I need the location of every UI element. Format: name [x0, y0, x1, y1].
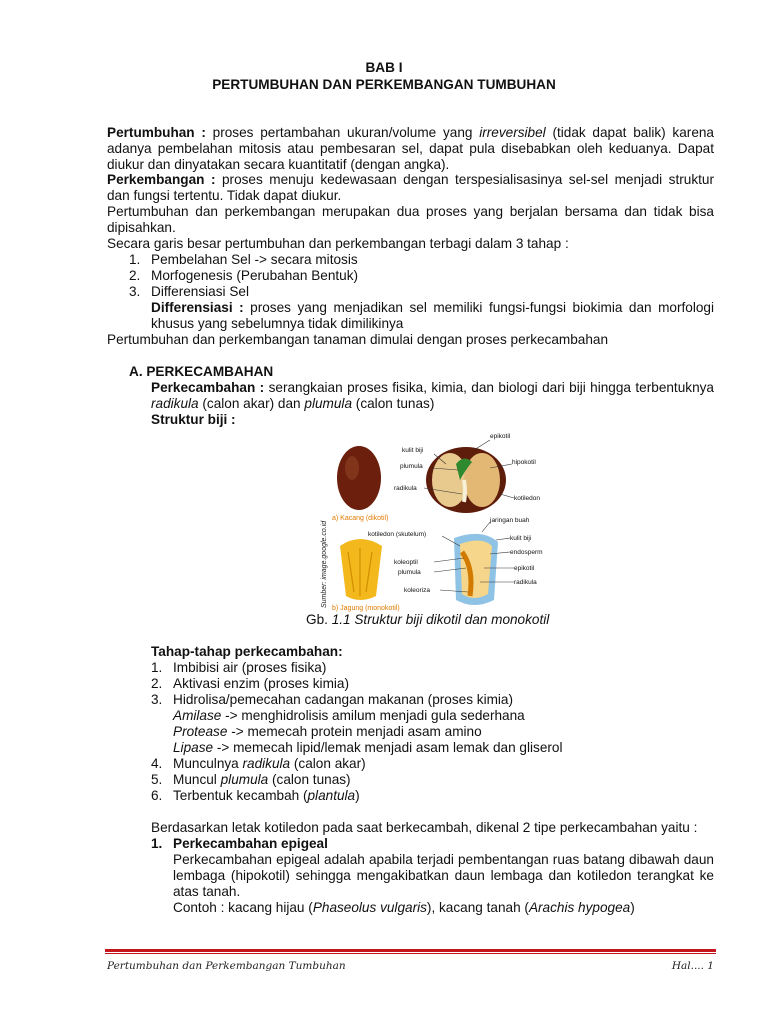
- list-text: (calon tunas): [268, 772, 351, 787]
- epigeal-example: [173, 900, 635, 916]
- label-source: Sumber: image.google.co.id: [321, 520, 328, 608]
- text-segment: (tidak dapat balik) karena adanya pembelahan mitosis atau pembesaran sel, dapat pula disebabkan oleh keduanya. Dapat diukur dan dinyatakan secara kuantitatif (dengan angka).: [107, 125, 714, 172]
- caption-text: 1.1 Struktur biji dikotil dan monokotil: [331, 612, 550, 627]
- label-epikotil-monokotil: epikotil: [514, 565, 535, 572]
- enzyme-name: Lipase: [173, 740, 214, 755]
- enzyme-lipase: [173, 740, 563, 756]
- list-number: 4.: [151, 756, 163, 771]
- enzyme-amilase: [173, 708, 525, 724]
- footer-title: Pertumbuhan dan Perkembangan Tumbuhan: [107, 960, 346, 972]
- label-radikula-monokotil: radikula: [514, 579, 537, 586]
- enzyme-name: Amilase: [173, 708, 222, 723]
- list-text: Terbentuk kecambah (: [173, 788, 308, 803]
- list-text: Aktivasi enzim (proses kimia): [173, 676, 350, 691]
- tipe-heading-epigeal: [151, 836, 328, 852]
- footer-divider: [105, 949, 716, 952]
- text-segment: proses menuju kedewasaan dengan terspesialisasinya sel-sel menjadi struktur dan fungsi tertentu. Tidak dapat diukur.: [107, 172, 714, 203]
- label-koleoptil: koleoptil: [394, 559, 418, 566]
- label-endosperm: endosperm: [510, 549, 543, 556]
- text-italic: plumula: [304, 396, 353, 411]
- label-jagung-monokotil: b) Jagung (monokotil): [332, 605, 400, 612]
- list-text: Muncul: [173, 772, 221, 787]
- list-number: 1.: [129, 252, 141, 267]
- label-kotiledon-skutelum: kotiledon (skutelum): [368, 531, 427, 538]
- enzyme-text: -> memecah protein menjadi asam amino: [227, 724, 482, 739]
- text-segment: (calon akar) dan: [198, 396, 305, 411]
- enzyme-protease: [173, 724, 482, 740]
- label-epikotil: epikotil: [490, 433, 511, 440]
- bean-whole-illustration: [337, 446, 381, 510]
- list-number: 6.: [151, 788, 163, 803]
- definition-perkecambahan: [151, 380, 714, 412]
- label-kacang-dikotil: a) Kacang (dikotil): [332, 515, 389, 522]
- definition-perkembangan: [107, 172, 714, 204]
- label-kulit-biji: kulit biji: [402, 447, 424, 454]
- list-item: [151, 788, 360, 804]
- label-kotiledon: kotiledon: [514, 495, 541, 502]
- text-italic: radikula: [151, 396, 199, 411]
- list-item: [151, 756, 366, 772]
- list-number: 5.: [151, 772, 163, 787]
- footer-page-number: Hal.... 1: [671, 960, 714, 972]
- paragraph-text: Perkecambahan epigeal adalah apabila terjadi pembentangan ruas batang dibawah daun lembaga (hipokotil) sehingga mengakibatkan daun lembaga dan kotiledon terangkat ke atas tanah.: [173, 852, 714, 899]
- paragraph-text: Secara garis besar pertumbuhan dan perkembangan terbagi dalam 3 tahap :: [107, 236, 569, 251]
- list-item: [129, 252, 358, 268]
- endosperm-illustration: [460, 540, 492, 598]
- figure-caption: [306, 612, 606, 628]
- definition-pertumbuhan: [107, 125, 714, 173]
- text-segment: Contoh : kacang hijau (: [173, 900, 313, 915]
- text-segment: serangkaian proses fisika, kimia, dan biologi dari biji hingga terbentuknya: [264, 380, 714, 395]
- list-number: 1.: [151, 836, 163, 851]
- list-text: Imbibisi air (proses fisika): [173, 660, 327, 675]
- text-italic: irreversibel: [479, 125, 546, 140]
- list-number: 3.: [129, 284, 141, 299]
- struktur-biji-label: Struktur biji :: [151, 412, 236, 427]
- corn-whole-illustration: [340, 539, 382, 600]
- list-text: (calon akar): [290, 756, 366, 771]
- term-perkecambahan: Perkecambahan :: [151, 380, 265, 395]
- tahap-heading: Tahap-tahap perkecambahan:: [151, 644, 343, 659]
- tipe-intro: Berdasarkan letak kotiledon pada saat berkecambah, dikenal 2 tipe perkecambahan yaitu :: [151, 820, 698, 835]
- epigeal-description: [173, 852, 714, 900]
- text-italic: radikula: [242, 756, 291, 771]
- paragraph-text: Pertumbuhan dan perkembangan tanaman dimulai dengan proses perkecambahan: [107, 332, 609, 347]
- text-italic: plantula: [307, 788, 356, 803]
- list-text: Hidrolisa/pemecahan cadangan makanan (proses kimia): [173, 692, 514, 707]
- label-hipokotil: hipokotil: [512, 459, 536, 466]
- label-plumula-monokotil: plumula: [398, 569, 421, 576]
- list-item: [151, 676, 349, 692]
- section-heading-perkecambahan: A. PERKECAMBAHAN: [129, 364, 274, 379]
- text-segment: proses yang menjadikan sel memiliki fungsi-fungsi biokimia dan morfologi khusus yang sebelumnya tidak dimilikinya: [151, 300, 715, 331]
- seed-structure-figure: [314, 428, 546, 614]
- list-number: 2.: [129, 268, 141, 283]
- label-radikula: radikula: [394, 485, 417, 492]
- text-segment: proses pertambahan ukuran/volume yang: [205, 125, 480, 140]
- enzyme-text: -> menghidrolisis amilum menjadi gula sederhana: [221, 708, 525, 723]
- list-item: [129, 268, 358, 284]
- text-segment: ), kacang tanah (: [426, 900, 529, 915]
- definition-differensiasi: [151, 300, 714, 332]
- radikula-illustration: [464, 480, 465, 502]
- text-segment: (calon tunas): [352, 396, 435, 411]
- term-differensiasi: Differensiasi :: [151, 300, 244, 315]
- list-item: [151, 772, 351, 788]
- text-italic: Arachis hypogea: [528, 900, 631, 915]
- list-text: Morfogenesis (Perubahan Bentuk): [151, 268, 359, 283]
- list-text: Pembelahan Sel -> secara mitosis: [151, 252, 358, 267]
- label-jaringan-buah: jaringan buah: [490, 517, 530, 524]
- list-number: 2.: [151, 676, 163, 691]
- term-pertumbuhan: Pertumbuhan :: [107, 125, 206, 140]
- list-number: 3.: [151, 692, 163, 707]
- paragraph-bersama: [107, 204, 714, 236]
- enzyme-name: Protease: [173, 724, 228, 739]
- text-italic: plumula: [220, 772, 269, 787]
- text-segment: ): [630, 900, 635, 915]
- list-item: [151, 692, 513, 708]
- list-item: [151, 660, 326, 676]
- term-perkembangan: Perkembangan :: [107, 172, 216, 187]
- list-item: [129, 284, 249, 300]
- caption-prefix: Gb.: [306, 612, 332, 627]
- bean-highlight: [345, 456, 359, 480]
- label-kulit-biji-monokotil: kulit biji: [510, 535, 532, 542]
- enzyme-text: -> memecah lipid/lemak menjadi asam lemak dan gliserol: [213, 740, 563, 755]
- chapter-number: BAB I: [365, 60, 403, 75]
- label-plumula: plumula: [400, 463, 423, 470]
- list-text: Differensiasi Sel: [151, 284, 249, 299]
- list-text: Munculnya: [173, 756, 243, 771]
- paragraph-text: Pertumbuhan dan perkembangan merupakan dua proses yang berjalan bersama dan tidak bisa dipisahkan.: [107, 204, 714, 235]
- paragraph-dimulai: [107, 332, 714, 348]
- heading-text: Perkecambahan epigeal: [173, 836, 328, 851]
- chapter-title: PERTUMBUHAN DAN PERKEMBANGAN TUMBUHAN: [212, 77, 556, 92]
- list-text: ): [355, 788, 360, 803]
- list-number: 1.: [151, 660, 163, 675]
- footer-divider-thin: [105, 953, 716, 954]
- label-koleoriza: koleoriza: [404, 587, 431, 594]
- paragraph-tahap: [107, 236, 714, 252]
- text-italic: Phaseolus vulgaris: [312, 900, 427, 915]
